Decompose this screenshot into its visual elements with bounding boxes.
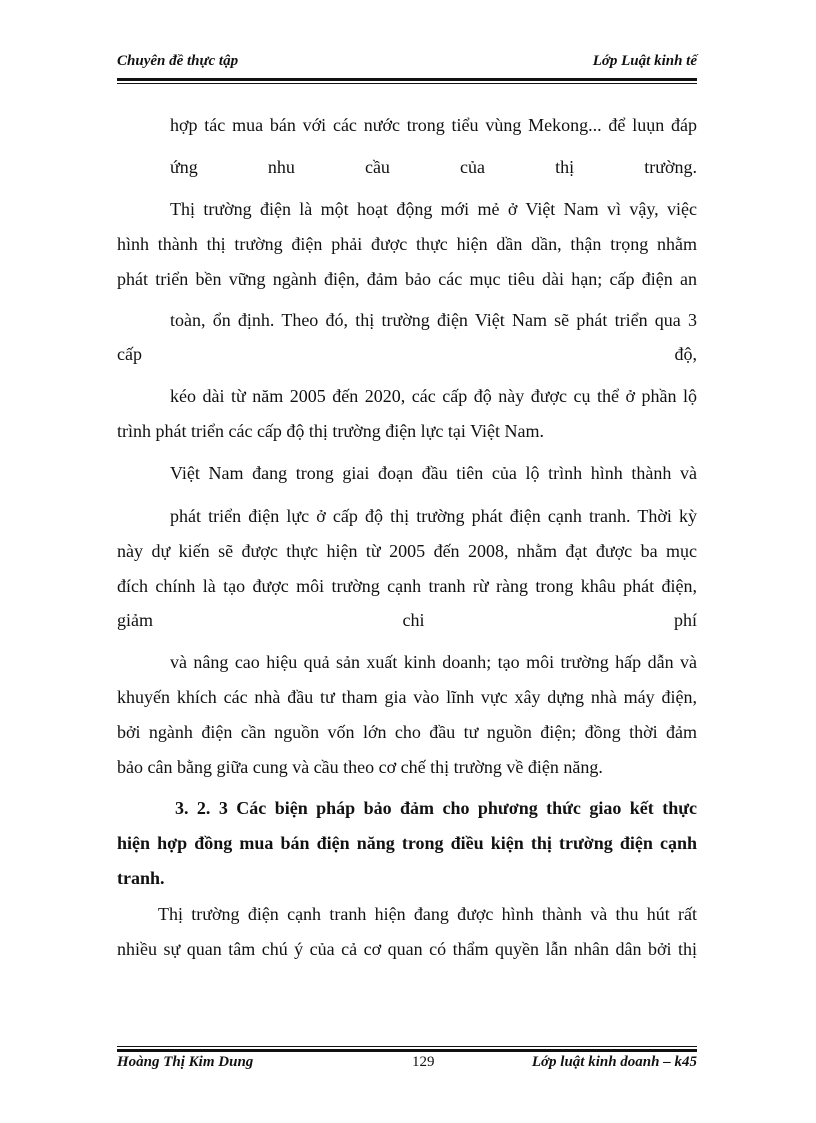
word: trường. (644, 157, 697, 177)
word: độ, (674, 344, 697, 364)
header-right-title: Lớp Luật kinh tế (592, 53, 697, 69)
word: nhu (267, 157, 295, 177)
footer-class: Lớp luật kinh doanh – k45 (531, 1054, 697, 1070)
word: giảm (117, 610, 153, 630)
section-heading-line: tranh. (117, 868, 165, 888)
body-line: phát triển điện lực ở cấp độ thị trường phát điện cạnh tranh. Thời kỳ (170, 506, 697, 526)
body-line: đích chính là tạo được môi trường cạnh tranh rừ ràng trong khâu phát điện, (117, 576, 697, 596)
body-line: khuyến khích các nhà đầu tư tham gia vào lĩnh vực xây dựng nhà máy điện, (117, 687, 697, 707)
word: cấp (117, 344, 142, 364)
body-line: hình thành thị trường điện phải được thực hiện dần dần, thận trọng nhằm (117, 234, 697, 254)
body-line: trình phát triển các cấp độ thị trường điện lực tại Việt Nam. (117, 421, 544, 441)
body-line-justified (170, 156, 697, 178)
footer-rule-thick (117, 1049, 697, 1052)
body-line: kéo dài từ năm 2005 đến 2020, các cấp độ này được cụ thể ở phần lộ (170, 386, 697, 406)
word: phí (673, 610, 697, 630)
body-line: bởi ngành điện cần nguồn vốn lớn cho đầu tư nguồn điện; đồng thời đảm (117, 722, 697, 742)
page-footer (117, 1054, 697, 1076)
page-number: 129 (412, 1054, 435, 1070)
header-left-title: Chuyên đề thực tập (117, 53, 239, 69)
header-rule-thin (117, 83, 697, 84)
body-line: Thị trường điện là một hoạt động mới mẻ ở Việt Nam vì vậy, việc (170, 199, 697, 219)
word: ứng (170, 157, 198, 177)
word: thị (555, 157, 575, 177)
body-line-justified (117, 343, 697, 365)
word: chi (402, 610, 425, 630)
section-heading-line: 3. 2. 3 Các biện pháp bảo đảm cho phương thức giao kết thực (175, 798, 697, 818)
body-line: và nâng cao hiệu quả sản xuất kinh doanh; tạo môi trường hấp dẫn và (170, 652, 697, 672)
footer-author: Hoàng Thị Kim Dung (117, 1054, 254, 1070)
body-line: này dự kiến sẽ được thực hiện từ 2005 đến 2008, nhằm đạt được ba mục (117, 541, 697, 561)
body-line: bảo cân bằng giữa cung và cầu theo cơ chế thị trường về điện năng. (117, 757, 603, 777)
body-line: nhiều sự quan tâm chú ý của cả cơ quan có thẩm quyền lẫn nhân dân bởi thị (117, 939, 697, 959)
body-line: Việt Nam đang trong giai đoạn đầu tiên của lộ trình hình thành và (170, 463, 697, 483)
footer-rule-thin (117, 1046, 697, 1047)
header-rule-thick (117, 78, 697, 81)
body-line: Thị trường điện cạnh tranh hiện đang được hình thành và thu hút rất (158, 904, 697, 924)
body-line-justified (117, 609, 697, 631)
word: của (460, 157, 486, 177)
body-line: toàn, ổn định. Theo đó, thị trường điện Việt Nam sẽ phát triển qua 3 (170, 310, 697, 330)
body-line: hợp tác mua bán với các nước trong tiểu vùng Mekong... để luụn đáp (170, 115, 697, 135)
body-line: phát triển bền vững ngành điện, đảm bảo các mục tiêu dài hạn; cấp điện an (117, 269, 697, 289)
section-heading-line: hiện hợp đồng mua bán điện năng trong điều kiện thị trường điện cạnh (117, 833, 697, 853)
word: cầu (364, 157, 390, 177)
page-header (117, 50, 697, 76)
